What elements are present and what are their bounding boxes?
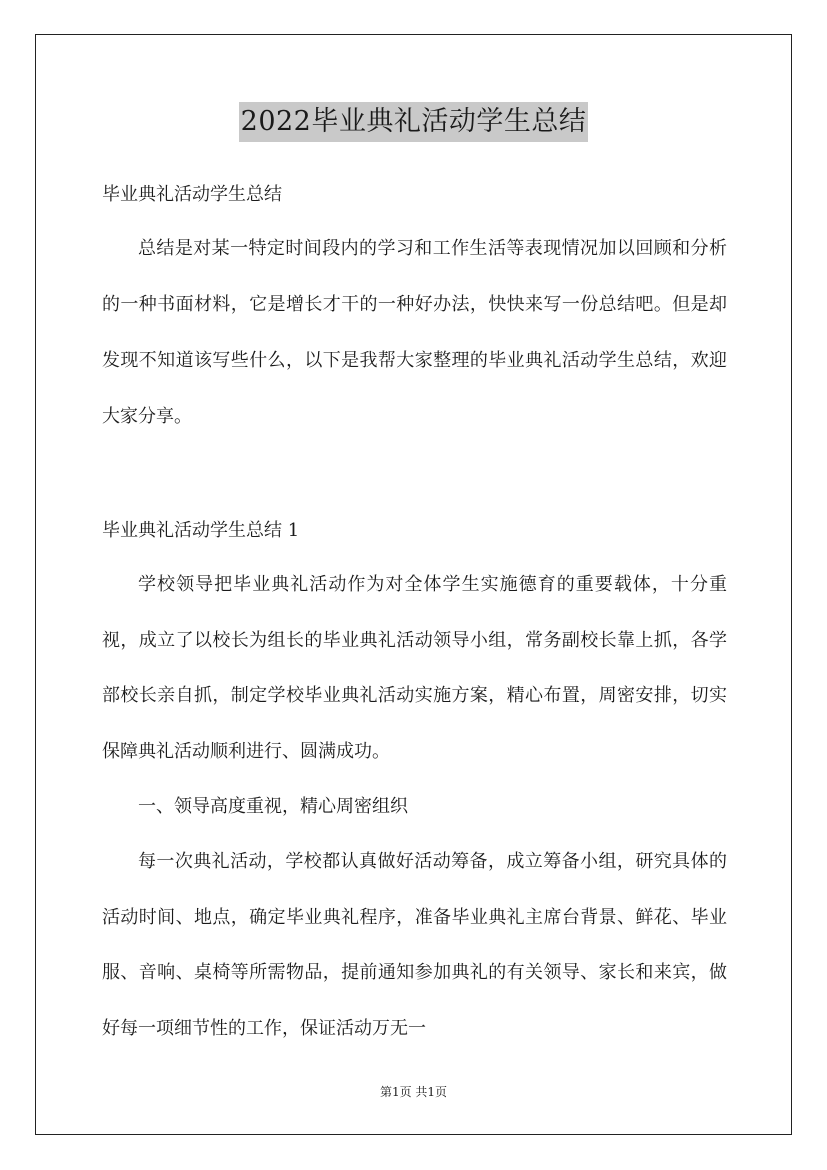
section-1-paragraph: 学校领导把毕业典礼活动作为对全体学生实施德育的重要载体，十分重视，成立了以校长为组长的毕业典礼活动领导小组，常务副校长靠上抓，各学部校长亲自抓，制定学校毕业典礼活动实施方案，精心布置，周密安排，切实保障典礼活动顺利进行、圆满成功。 [102,574,727,762]
intro-paragraph: 总结是对某一特定时间段内的学习和工作生活等表现情况加以回顾和分析的一种书面材料，它是增长才干的一种好办法，快快来写一份总结吧。但是却发现不知道该写些什么，以下是我帮大家整理的毕业典礼活动学生总结，欢迎大家分享。 [102,238,727,427]
section-1-heading: 毕业典礼活动学生总结 1 [102,520,300,541]
section-spacer [102,445,727,505]
page-footer [0,1084,827,1100]
subsection-1-heading: 一、领导高度重视，精心周密组织 [138,796,408,817]
document-title: 2022毕业典礼活动学生总结 [239,102,589,142]
title-container [0,102,827,142]
page-number: 第1页 共1页 [379,1085,448,1099]
subsection-1-paragraph: 每一次典礼活动，学校都认真做好活动筹备，成立筹备小组，研究具体的活动时间、地点，确定毕业典礼程序，准备毕业典礼主席台背景、鲜花、毕业服、音响、桌椅等所需物品，提前通知参加典礼的有关领导、家长和来宾，做好每一项细节性的工作，保证活动万无一 [102,851,727,1039]
document-body [102,169,727,1056]
intro-heading: 毕业典礼活动学生总结 [102,184,282,205]
